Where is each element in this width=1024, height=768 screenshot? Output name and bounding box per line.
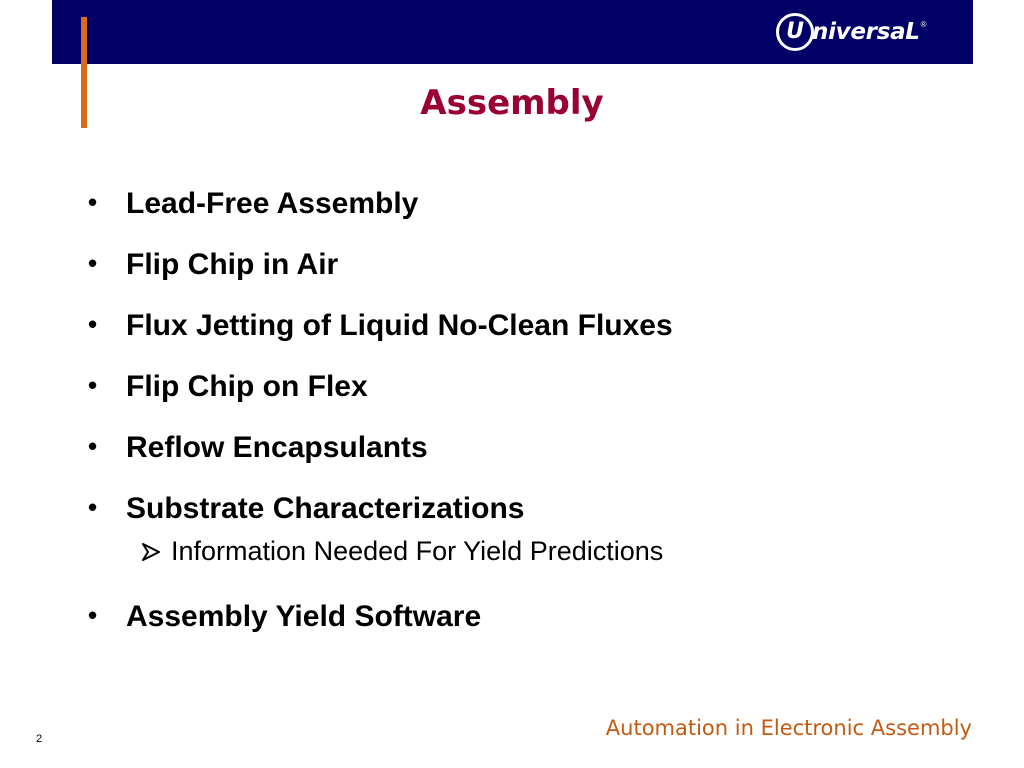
bullet-text: Lead-Free Assembly xyxy=(126,187,419,220)
footer-tagline: Automation in Electronic Assembly xyxy=(605,716,972,740)
bullet-list xyxy=(88,187,988,661)
bullet-dot: • xyxy=(88,370,98,400)
bullet-dot: • xyxy=(88,431,98,461)
bullet-text: Reflow Encapsulants xyxy=(126,431,428,464)
logo-text: niversaL xyxy=(812,19,920,45)
bullet-item xyxy=(88,600,988,661)
bullet-dot: • xyxy=(88,248,98,278)
sub-bullet-text: Information Needed For Yield Predictions xyxy=(171,536,664,566)
bullet-item xyxy=(88,187,988,248)
bullet-text: Flux Jetting of Liquid No-Clean Fluxes xyxy=(126,309,673,342)
logo-registered-mark: ® xyxy=(920,20,927,29)
bullet-item xyxy=(88,492,988,600)
logo-mark: U xyxy=(776,13,814,51)
bullet-item xyxy=(88,309,988,370)
bullet-dot: • xyxy=(88,600,98,630)
bullet-item xyxy=(88,248,988,309)
bullet-text: Flip Chip on Flex xyxy=(126,370,368,403)
bullet-item xyxy=(88,370,988,431)
universal-logo xyxy=(776,10,927,54)
slide-title: Assembly xyxy=(420,83,604,123)
bullet-text: Substrate Characterizations xyxy=(126,492,525,525)
bullet-dot: • xyxy=(88,187,98,217)
bullet-item xyxy=(88,431,988,492)
arrow-bullet-icon xyxy=(140,541,162,563)
bullet-text: Flip Chip in Air xyxy=(126,248,339,281)
bullet-dot: • xyxy=(88,492,98,522)
bullet-text: Assembly Yield Software xyxy=(126,600,482,633)
bullet-dot: • xyxy=(88,309,98,339)
sub-bullet-item xyxy=(140,536,663,567)
page-number: 2 xyxy=(36,733,43,745)
